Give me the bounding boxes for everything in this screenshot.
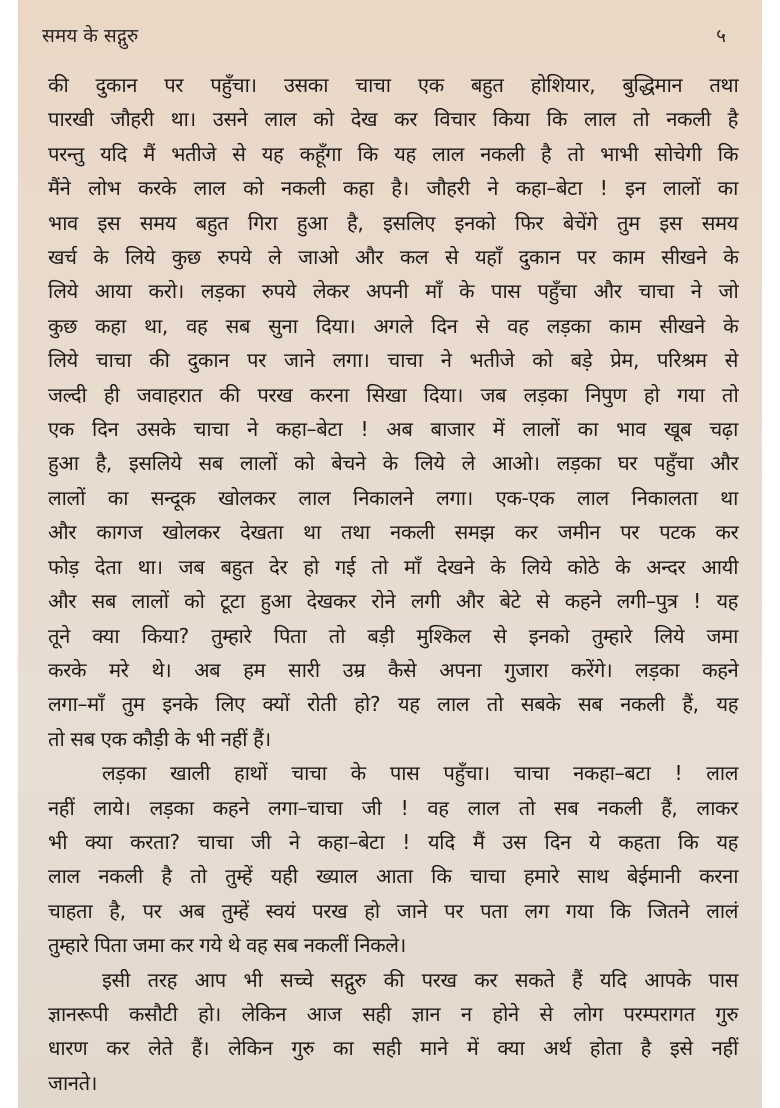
text-line: खर्च के लिये कुछ रुपये ले जाओ और कल से यहाँ दुकान पर काम सीखने के [48,245,739,270]
text-line: लाल नकली है तो तुम्हें यही ख्याल आता कि चाचा हमारे साथ बेईमानी करना [48,864,739,889]
text-line: की दुकान पर पहुँचा। उसका चाचा एक बहुत होशियार, बुद्धिमान तथा [48,73,739,97]
text-line: लगा–माँ तुम इनके लिए क्यों रोती हो? यह लाल तो सबके सब नकली हैं, यह [48,692,739,717]
text-line: कुछ कहा था, वह सब सुना दिया। अगले दिन से वह लड़का काम सीखने के [48,313,739,338]
text-line: लालों का सन्दूक खोलकर लाल निकालने लगा। एक-एक लाल निकालता था [48,485,738,510]
text-line: मैंने लोभ करके लाल को नकली कहा है। जौहरी ने कहा–बेटा ! इन लालों का [48,176,738,201]
text-line: धारण कर लेते हैं। लेकिन गुरु का सही माने में क्या अर्थ होता है इसे नहीं [48,1036,738,1061]
text-line: नहीं लाये। लड़का कहने लगा–चाचा जी ! वह लाल तो सब नकली हैं, लाकर [48,795,738,820]
book-page [18,0,762,1108]
text-line: और सब लालों को टूटा हुआ देखकर रोने लगी और बेटे से कहने लगी–पुत्र ! यह [48,589,738,614]
text-line: करके मरे थे। अब हम सारी उम्र कैसे अपना गुजारा करेंगे। लड़का कहने [48,657,739,682]
text-line: ज्ञानरूपी कसौटी हो। लेकिन आज सही ज्ञान न होने से लोग परम्परागत गुरु [48,1001,739,1026]
text-line: चाहता है, पर अब तुम्हें स्वयं परख हो जाने पर पता लग गया कि जितने लालं [48,898,738,923]
text-line: एक दिन उसके चाचा ने कहा–बेटा ! अब बाजार में लालों का भाव खूब चढ़ा [48,417,738,442]
paragraph-end-line: तो सब एक कौड़ी के भी नहीं हैं। [48,726,271,751]
text-line: तूने क्या किया? तुम्हारे पिता तो बड़ी मुश्किल से इनको तुम्हारे लिये जमा [48,623,738,648]
text-line: जल्दी ही जवाहरात की परख करना सिखा दिया। जब लड़का निपुण हो गया तो [48,382,739,407]
text-line: लिये आया करो। लड़का रुपये लेकर अपनी माँ के पास पहुँचा और चाचा ने जो [48,279,739,304]
body-text [48,68,738,1100]
paragraph-end-line: जानते। [48,1070,97,1095]
text-line: हुआ है, इसलिये सब लालों को बेचने के लिये ले आओ। लड़का घर पहुँचा और [48,451,739,476]
paragraph-start-line: लड़का खाली हाथों चाचा के पास पहुँचा। चाचा नकहा–बटा ! लाल [102,761,738,786]
text-line: फोड़ देता था। जब बहुत देर हो गई तो माँ देखने के लिये कोठे के अन्दर आयी [48,554,739,579]
text-line: पारखी जौहरी था। उसने लाल को देख कर विचार किया कि लाल तो नकली है [48,107,738,132]
paragraph-start-line: इसी तरह आप भी सच्चे सद्गुरु की परख कर सकते हैं यदि आपके पास [102,967,738,992]
text-line: भाव इस समय बहुत गिरा हुआ है, इसलिए इनको फिर बेचेंगे तुम इस समय [48,210,738,235]
text-line: और कागज खोलकर देखता था तथा नकली समझ कर जमीन पर पटक कर [48,520,739,545]
running-title: समय के सद्गुरु [42,25,139,47]
text-line: भी क्या करता? चाचा जी ने कहा–बेटा ! यदि मैं उस दिन ये कहता कि यह [48,829,738,854]
paragraph-end-line: तुम्हारे पिता जमा कर गये थे वह सब नकलीं निकले। [48,933,406,958]
page-header [42,20,726,50]
page-number: ५ [716,25,726,47]
text-line: परन्तु यदि मैं भतीजे से यह कहूँगा कि यह लाल नकली है तो भाभी सोचेगी कि [48,141,739,166]
text-line: लिये चाचा की दुकान पर जाने लगा। चाचा ने भतीजे को बड़े प्रेम, परिश्रम से [48,348,738,373]
